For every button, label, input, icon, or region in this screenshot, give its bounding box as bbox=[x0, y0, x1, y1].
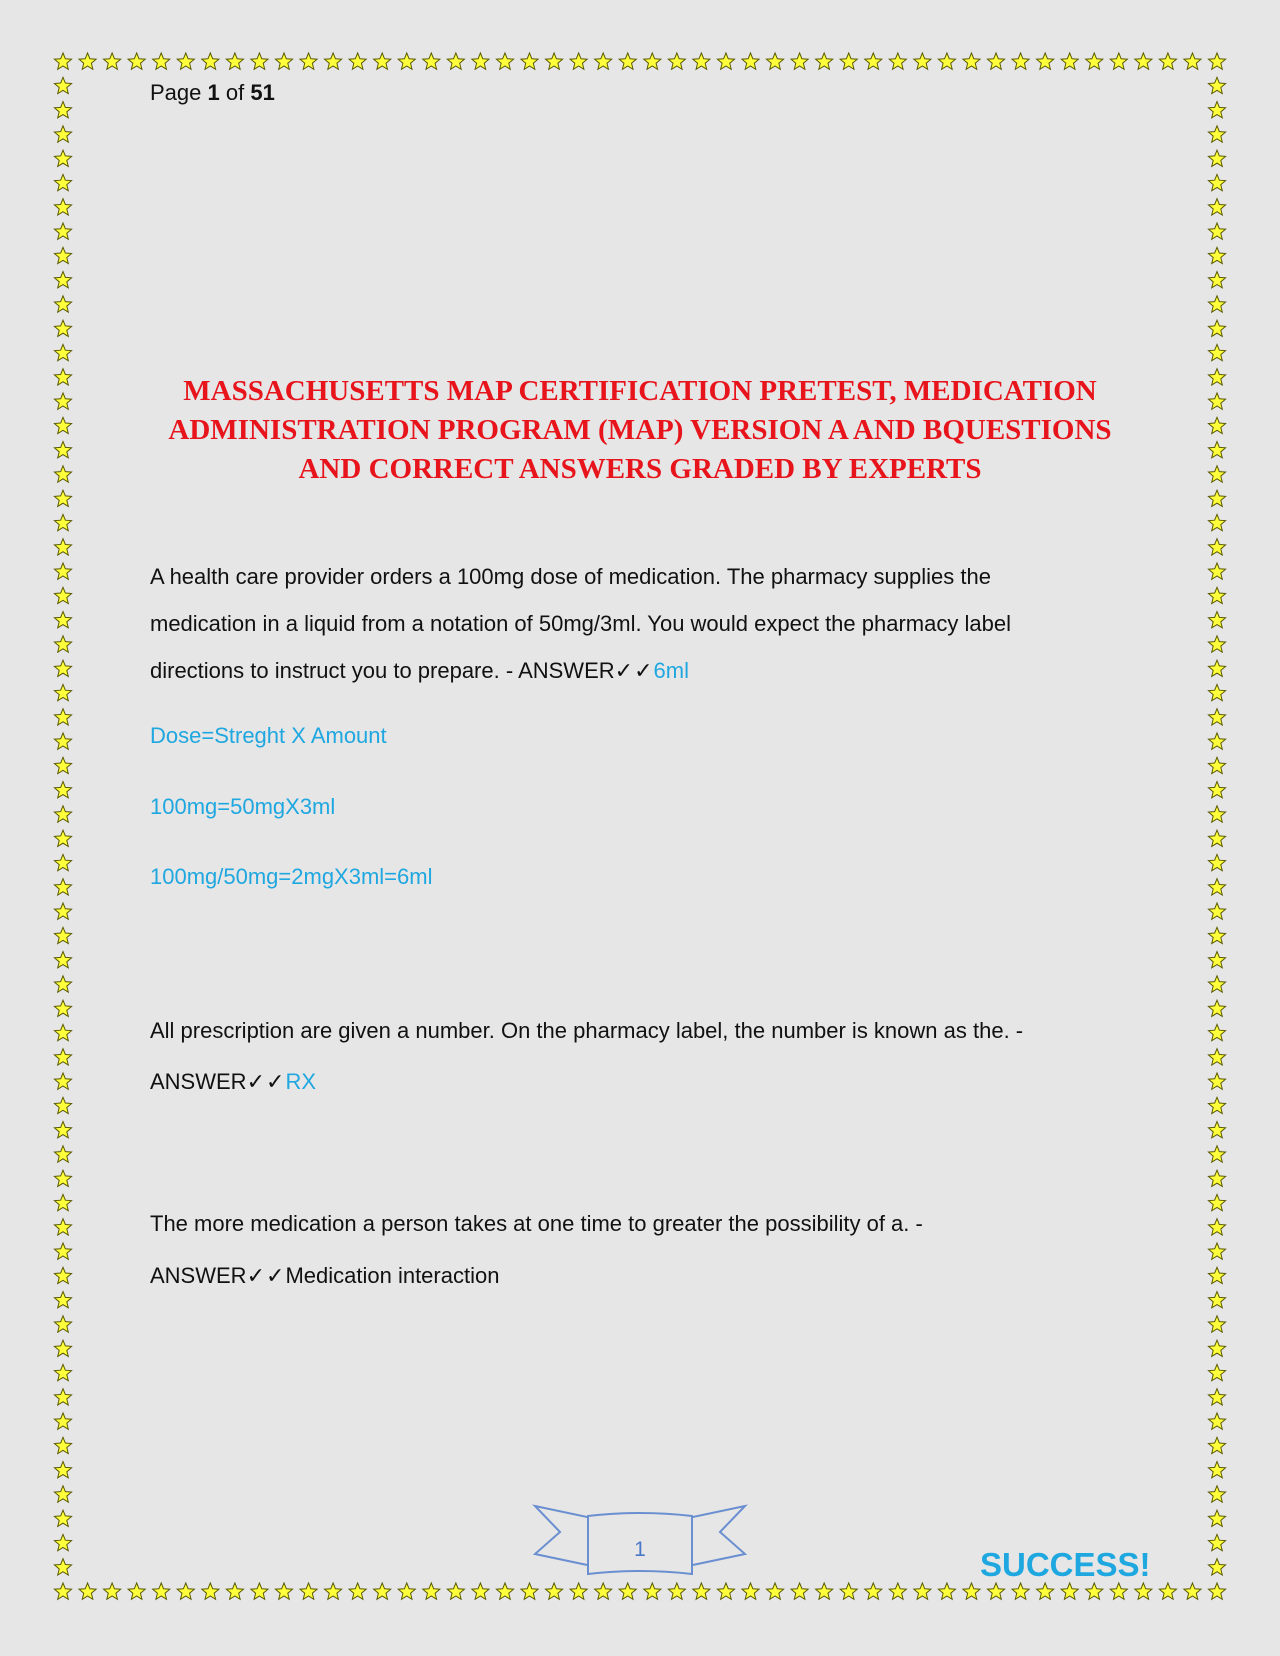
title-line: ADMINISTRATION PROGRAM (MAP) VERSION A AND BQUESTIONS bbox=[168, 414, 1112, 446]
star-icon bbox=[128, 1583, 145, 1599]
star-icon bbox=[963, 53, 980, 69]
star-icon bbox=[1208, 1219, 1225, 1235]
star-icon bbox=[54, 77, 71, 93]
star-icon bbox=[987, 1583, 1004, 1599]
star-icon bbox=[1208, 1534, 1225, 1550]
document-title bbox=[140, 372, 1140, 489]
star-icon bbox=[963, 1583, 980, 1599]
star-icon bbox=[54, 879, 71, 895]
star-icon bbox=[1208, 1073, 1225, 1089]
star-icon bbox=[1208, 1559, 1225, 1575]
star-icon bbox=[1135, 1583, 1152, 1599]
star-icon bbox=[1208, 150, 1225, 166]
star-icon bbox=[226, 53, 243, 69]
star-icon bbox=[865, 53, 882, 69]
star-icon bbox=[521, 1583, 538, 1599]
star-icon bbox=[54, 1559, 71, 1575]
star-icon bbox=[79, 53, 96, 69]
current-page: 1 bbox=[207, 80, 220, 105]
page-label: Page bbox=[150, 80, 202, 105]
star-icon bbox=[1208, 417, 1225, 433]
star-icon bbox=[54, 320, 71, 336]
title-line: AND CORRECT ANSWERS GRADED BY EXPERTS bbox=[298, 453, 982, 485]
star-icon bbox=[349, 53, 366, 69]
star-icon bbox=[1208, 1437, 1225, 1453]
star-icon bbox=[275, 53, 292, 69]
star-icon bbox=[54, 417, 71, 433]
star-icon bbox=[398, 53, 415, 69]
star-icon bbox=[54, 296, 71, 312]
star-icon bbox=[423, 1583, 440, 1599]
star-icon bbox=[226, 1583, 243, 1599]
star-icon bbox=[202, 53, 219, 69]
star-icon bbox=[619, 1583, 636, 1599]
star-icon bbox=[54, 1437, 71, 1453]
star-icon bbox=[54, 514, 71, 530]
calculation-line: Dose=Streght X Amount bbox=[150, 723, 387, 748]
star-icon bbox=[1208, 806, 1225, 822]
star-icon bbox=[1208, 733, 1225, 749]
star-icon bbox=[1208, 1292, 1225, 1308]
star-icon bbox=[693, 1583, 710, 1599]
star-icon bbox=[54, 150, 71, 166]
star-icon bbox=[54, 1194, 71, 1210]
star-icon bbox=[914, 53, 931, 69]
star-icon bbox=[54, 806, 71, 822]
star-icon bbox=[1159, 1583, 1176, 1599]
star-icon bbox=[521, 53, 538, 69]
star-icon bbox=[1208, 174, 1225, 190]
star-icon bbox=[177, 53, 194, 69]
star-icon bbox=[54, 733, 71, 749]
star-icon bbox=[447, 1583, 464, 1599]
star-icon bbox=[54, 1073, 71, 1089]
calculation-line: 100mg=50mgX3ml bbox=[150, 794, 336, 819]
star-icon bbox=[325, 1583, 342, 1599]
star-icon bbox=[1208, 1024, 1225, 1040]
star-icon bbox=[1208, 952, 1225, 968]
star-icon bbox=[177, 1583, 194, 1599]
star-icon bbox=[349, 1583, 366, 1599]
star-icon bbox=[54, 539, 71, 555]
star-icon bbox=[766, 53, 783, 69]
page-header bbox=[150, 80, 275, 106]
star-icon bbox=[54, 174, 71, 190]
star-icon bbox=[251, 1583, 268, 1599]
star-icon bbox=[54, 1534, 71, 1550]
star-icon bbox=[742, 53, 759, 69]
star-icon bbox=[1012, 53, 1029, 69]
star-icon bbox=[1208, 660, 1225, 676]
star-icon bbox=[54, 854, 71, 870]
star-icon bbox=[54, 1049, 71, 1065]
star-icon bbox=[1208, 490, 1225, 506]
star-icon bbox=[1208, 466, 1225, 482]
star-icon bbox=[1208, 539, 1225, 555]
star-icon bbox=[1208, 1170, 1225, 1186]
star-icon bbox=[1061, 53, 1078, 69]
star-icon bbox=[128, 53, 145, 69]
star-icon bbox=[153, 53, 170, 69]
star-icon bbox=[54, 1219, 71, 1235]
calculation-line: 100mg/50mg=2mgX3ml=6ml bbox=[150, 864, 433, 889]
star-icon bbox=[54, 102, 71, 118]
star-icon bbox=[54, 927, 71, 943]
star-icon bbox=[54, 369, 71, 385]
star-icon bbox=[1110, 53, 1127, 69]
star-icon bbox=[1208, 320, 1225, 336]
question-text: ANSWER bbox=[150, 1263, 247, 1288]
star-icon bbox=[398, 1583, 415, 1599]
star-icon bbox=[938, 53, 955, 69]
star-icon bbox=[1208, 1364, 1225, 1380]
star-icon bbox=[54, 466, 71, 482]
star-icon bbox=[1208, 1049, 1225, 1065]
star-icon bbox=[791, 1583, 808, 1599]
star-icon bbox=[1208, 854, 1225, 870]
star-icon bbox=[840, 1583, 857, 1599]
question-text: All prescription are given a number. On the pharmacy label, the number is known as the. - bbox=[150, 1018, 1024, 1043]
star-icon bbox=[54, 1170, 71, 1186]
star-icon bbox=[1208, 563, 1225, 579]
star-icon bbox=[1208, 1316, 1225, 1332]
star-icon bbox=[1037, 1583, 1054, 1599]
question-2 bbox=[150, 1005, 1110, 1108]
star-icon bbox=[54, 709, 71, 725]
star-icon bbox=[1184, 53, 1201, 69]
answer-text: 6ml bbox=[653, 658, 689, 683]
star-icon bbox=[300, 1583, 317, 1599]
star-icon bbox=[1208, 1486, 1225, 1502]
star-icon bbox=[1061, 1583, 1078, 1599]
star-icon bbox=[496, 53, 513, 69]
star-icon bbox=[374, 1583, 391, 1599]
star-icon bbox=[472, 53, 489, 69]
star-icon bbox=[54, 636, 71, 652]
star-icon bbox=[1086, 1583, 1103, 1599]
star-icon bbox=[840, 53, 857, 69]
star-icon bbox=[644, 1583, 661, 1599]
star-icon bbox=[1110, 1583, 1127, 1599]
star-icon bbox=[1208, 393, 1225, 409]
star-icon bbox=[54, 952, 71, 968]
star-icon bbox=[1208, 636, 1225, 652]
star-icon bbox=[374, 53, 391, 69]
star-icon bbox=[717, 53, 734, 69]
star-icon bbox=[1208, 1000, 1225, 1016]
star-icon bbox=[54, 223, 71, 239]
star-icon bbox=[889, 53, 906, 69]
star-icon bbox=[1208, 830, 1225, 846]
star-icon bbox=[1208, 1122, 1225, 1138]
double-check-icon: ✓✓ bbox=[246, 1264, 286, 1289]
star-icon bbox=[54, 1097, 71, 1113]
title-line: MASSACHUSETTS MAP CERTIFICATION PRETEST, MEDICATION bbox=[183, 375, 1097, 407]
star-icon bbox=[472, 1583, 489, 1599]
star-icon bbox=[644, 53, 661, 69]
star-icon bbox=[570, 53, 587, 69]
star-icon bbox=[1208, 612, 1225, 628]
star-icon bbox=[54, 344, 71, 360]
star-icon bbox=[693, 53, 710, 69]
star-icon bbox=[54, 490, 71, 506]
star-icon bbox=[668, 1583, 685, 1599]
star-icon bbox=[325, 53, 342, 69]
question-1 bbox=[150, 553, 1110, 695]
star-icon bbox=[423, 53, 440, 69]
star-icon bbox=[1208, 927, 1225, 943]
star-icon bbox=[54, 612, 71, 628]
star-icon bbox=[1208, 684, 1225, 700]
star-icon bbox=[1208, 1340, 1225, 1356]
success-slogan: SUCCESS! bbox=[980, 1546, 1151, 1583]
star-icon bbox=[104, 53, 121, 69]
footer-page-number: 1 bbox=[634, 1538, 646, 1561]
star-icon bbox=[300, 53, 317, 69]
star-icon bbox=[865, 1583, 882, 1599]
star-icon bbox=[1208, 77, 1225, 93]
star-icon bbox=[1037, 53, 1054, 69]
star-icon bbox=[1208, 1389, 1225, 1405]
star-icon bbox=[251, 53, 268, 69]
star-icon bbox=[54, 53, 71, 69]
star-icon bbox=[1208, 53, 1225, 69]
star-icon bbox=[938, 1583, 955, 1599]
star-icon bbox=[54, 247, 71, 263]
star-icon bbox=[1208, 126, 1225, 142]
star-icon bbox=[595, 53, 612, 69]
star-icon bbox=[54, 684, 71, 700]
star-icon bbox=[54, 1462, 71, 1478]
star-icon bbox=[1208, 247, 1225, 263]
star-icon bbox=[668, 53, 685, 69]
star-icon bbox=[546, 53, 563, 69]
star-icon bbox=[1208, 272, 1225, 288]
star-icon bbox=[816, 53, 833, 69]
star-icon bbox=[914, 1583, 931, 1599]
star-icon bbox=[54, 1000, 71, 1016]
star-icon bbox=[1208, 369, 1225, 385]
star-icon bbox=[1086, 53, 1103, 69]
answer-text: RX bbox=[285, 1069, 316, 1094]
star-icon bbox=[54, 587, 71, 603]
star-icon bbox=[546, 1583, 563, 1599]
star-icon bbox=[987, 53, 1004, 69]
star-icon bbox=[1135, 53, 1152, 69]
star-icon bbox=[1208, 514, 1225, 530]
question-text: ANSWER bbox=[150, 1069, 247, 1094]
star-icon bbox=[1208, 296, 1225, 312]
star-icon bbox=[1208, 102, 1225, 118]
star-icon bbox=[54, 1292, 71, 1308]
star-icon bbox=[54, 1364, 71, 1380]
star-icon bbox=[1208, 223, 1225, 239]
question-3 bbox=[150, 1198, 1110, 1303]
star-icon bbox=[1208, 1243, 1225, 1259]
star-icon bbox=[742, 1583, 759, 1599]
star-icon bbox=[54, 563, 71, 579]
answer-text: Medication interaction bbox=[285, 1263, 500, 1288]
question-text: medication in a liquid from a notation of 50mg/3ml. You would expect the pharmacy label bbox=[150, 611, 1011, 636]
star-icon bbox=[54, 660, 71, 676]
star-icon bbox=[1208, 1267, 1225, 1283]
star-icon bbox=[54, 1340, 71, 1356]
star-icon bbox=[54, 830, 71, 846]
question-text: directions to instruct you to prepare. - ANSWER bbox=[150, 658, 615, 683]
star-icon bbox=[619, 53, 636, 69]
star-icon bbox=[54, 782, 71, 798]
star-icon bbox=[1208, 976, 1225, 992]
star-icon bbox=[791, 53, 808, 69]
star-icon bbox=[1208, 587, 1225, 603]
star-icon bbox=[1208, 1462, 1225, 1478]
star-icon bbox=[1208, 1146, 1225, 1162]
star-icon bbox=[153, 1583, 170, 1599]
star-icon bbox=[104, 1583, 121, 1599]
star-icon bbox=[816, 1583, 833, 1599]
star-icon bbox=[1208, 879, 1225, 895]
star-icon bbox=[1159, 53, 1176, 69]
star-icon bbox=[595, 1583, 612, 1599]
star-icon bbox=[1208, 199, 1225, 215]
star-icon bbox=[1208, 344, 1225, 360]
star-icon bbox=[1012, 1583, 1029, 1599]
star-icon bbox=[54, 1243, 71, 1259]
star-icon bbox=[496, 1583, 513, 1599]
double-check-icon: ✓✓ bbox=[614, 659, 654, 684]
star-icon bbox=[1208, 757, 1225, 773]
star-icon bbox=[54, 1122, 71, 1138]
question-text: The more medication a person takes at one time to greater the possibility of a. - bbox=[150, 1211, 923, 1236]
star-icon bbox=[202, 1583, 219, 1599]
star-icon bbox=[717, 1583, 734, 1599]
star-icon bbox=[1208, 442, 1225, 458]
star-icon bbox=[1208, 782, 1225, 798]
star-icon bbox=[1208, 1413, 1225, 1429]
star-icon bbox=[79, 1583, 96, 1599]
star-icon bbox=[1208, 1097, 1225, 1113]
star-icon bbox=[54, 1146, 71, 1162]
star-icon bbox=[54, 442, 71, 458]
star-icon bbox=[766, 1583, 783, 1599]
star-icon bbox=[1208, 1510, 1225, 1526]
star-icon bbox=[54, 199, 71, 215]
star-icon bbox=[54, 126, 71, 142]
star-icon bbox=[54, 1316, 71, 1332]
of-label: of bbox=[225, 80, 245, 105]
star-icon bbox=[447, 53, 464, 69]
star-icon bbox=[1184, 1583, 1201, 1599]
star-icon bbox=[275, 1583, 292, 1599]
star-icon bbox=[1208, 1194, 1225, 1210]
star-icon bbox=[54, 903, 71, 919]
star-icon bbox=[1208, 903, 1225, 919]
star-icon bbox=[570, 1583, 587, 1599]
star-icon bbox=[54, 393, 71, 409]
star-icon bbox=[54, 1583, 71, 1599]
star-icon bbox=[54, 1510, 71, 1526]
double-check-icon: ✓✓ bbox=[246, 1070, 286, 1095]
star-icon bbox=[1208, 709, 1225, 725]
star-icon bbox=[1208, 1583, 1225, 1599]
question-text: A health care provider orders a 100mg dose of medication. The pharmacy supplies the bbox=[150, 564, 991, 589]
star-icon bbox=[54, 1413, 71, 1429]
star-icon bbox=[54, 1267, 71, 1283]
star-icon bbox=[54, 1486, 71, 1502]
star-icon bbox=[54, 976, 71, 992]
star-icon bbox=[54, 757, 71, 773]
star-icon bbox=[54, 1024, 71, 1040]
star-icon bbox=[54, 272, 71, 288]
star-icon bbox=[889, 1583, 906, 1599]
total-pages: 51 bbox=[250, 80, 275, 105]
star-icon bbox=[54, 1389, 71, 1405]
